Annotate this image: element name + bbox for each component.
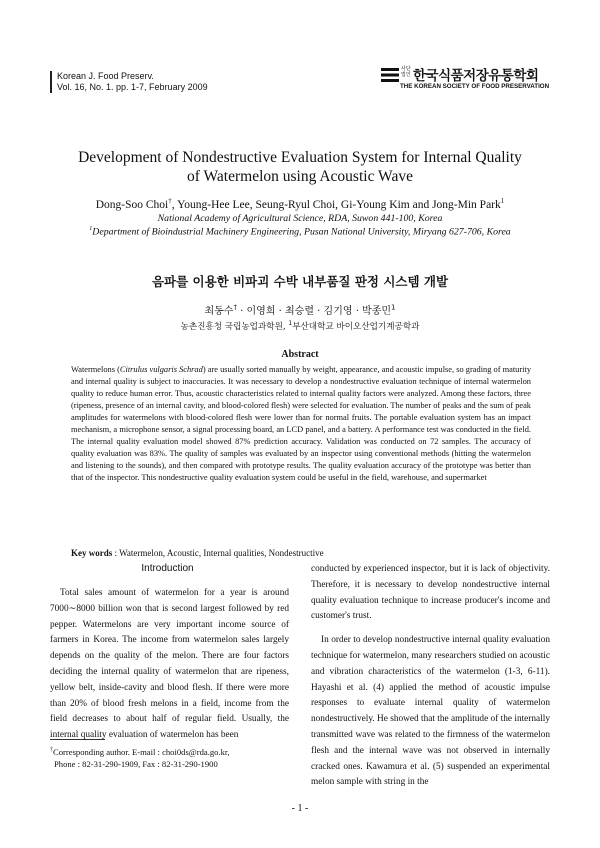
introduction-heading: Introduction [141,563,194,574]
keywords-text: Watermelon, Acoustic, Internal qualities, Nondestructive [119,548,324,558]
affiliation-2 [40,226,560,237]
corresponding-mark: † [168,197,172,205]
paper-title [40,148,560,186]
affiliation-1: National Academy of Agricultural Science, RDA, Suwon 441-100, Korea [157,213,443,224]
paper-title-line1: Development of Nondestructive Evaluation System for Internal Quality [78,149,522,166]
left-column [50,586,289,744]
society-logo [380,64,550,94]
journal-name: Korean J. Food Preserv. [57,71,154,81]
society-prefix: 사단 법인 [401,66,411,78]
footnote-mark: † [50,747,53,753]
footnote-divider [50,739,105,740]
korean-affiliation-mark: 1 [391,303,396,312]
affiliation-2-mark: 1 [89,226,93,232]
korean-affiliation-a: 농촌진흥청 국립농업과학원, [180,322,289,332]
abstract-heading: Abstract [281,349,319,360]
keywords-label: Key words [71,548,113,558]
society-name-english: THE KOREAN SOCIETY OF FOOD PRESERVATION [400,83,550,90]
keywords [71,548,531,558]
korean-affiliation-b: 부산대학교 바이오산업기계공학과 [292,322,420,332]
intro-paragraph-2: conducted by experienced inspector, but it is lack of objectivity. Therefore, it is necessary to develop nondestructive internal quality evaluation technique to increase producer's income and customer's trust. [311,564,550,622]
affiliation-mark: 1 [500,197,505,205]
korean-affiliations [40,320,560,332]
right-column [311,562,550,791]
korean-affiliation-mark-2: 1 [288,320,293,328]
paper-title-line2: of Watermelon using Acoustic Wave [187,168,413,185]
author-rest: , Young-Hee Lee, Seung-Ryul Choi, Gi-Young Kim and Jong-Min Park [171,198,501,211]
intro-paragraph-1: Total sales amount of watermelon for a year is around 7000∼8000 billion won that is second largest followed by red pepper. Watermelons are very important income source of farmers in Korea. The income from watermelon sales largely depends on the quality of the melon. There are four factors deciding the internal quality of watermelon that are ripeness, yellow belt, inside-cavity and blood flesh. If there were more than 20% of blood fresh melons in a field, income from the field decreases to about half of regular field. Usually, the internal quality evaluation of watermelon has been [50,588,289,741]
keywords-separator: : [112,548,120,558]
footnote-contact: Corresponding author. E-mail : choi0ds@rda.go.kr, [53,746,230,757]
society-emblem-icon [380,65,400,85]
abstract-text-rest: ) are usually sorted manually by weight, appearance, and acoustic impulse, so grading of maturity and internal quality is subject to inaccuracies. It was necessary to develop a nondestructive evaluation technique of internal watermelon quality to reduce human error. Thus, acoustic characteristics related to internal quality factors were analyzed. Among these factors, three (ripeness, presence of an internal cavity, and blood-colored flesh) were selected for evaluation. The number of peaks and the sum of peak amplitudes for watermelons with blood-colored flesh were lower than for normal fruits. The portable evaluation system has an impact mechanism, a microphone sensor, a signal processing board, an LCD panel, and a battery. A performance test was conducted in the field. The internal quality evaluation model showed 87% prediction accuracy. Validation was conducted on 72 samples. The accuracy of quality evaluation was 83%. The quality of samples was evaluated by an inspector using conventional methods (hitting the watermelon and listening to the sounds), and then compared with prototype results. The quality evaluation accuracy of the prototype was better than that of the inspector. This nondestructive quality evaluation system could be useful in the field, warehouse, and supermarket [71,365,532,483]
journal-citation [50,71,208,93]
journal-volume: Vol. 16, No. 1. pp. 1-7, February 2009 [57,82,208,92]
abstract-body [71,364,531,484]
page-number: - 1 - [291,803,309,814]
korean-author-rest: · 이영희 · 최승렬 · 김기영 · 박종민 [236,306,392,317]
author-first: Dong-Soo Choi [95,198,169,211]
author-list [40,197,560,211]
korean-title: 음파를 이용한 비파괴 수박 내부품질 판정 시스템 개발 [151,274,449,289]
footnote [50,744,230,771]
abstract-text-start: Watermelons ( [71,365,120,374]
footnote-line-1 [50,744,230,758]
korean-author-first: 최동수 [204,306,234,317]
species-name: Citrulus vulgaris Schrad [119,365,203,374]
society-name-korean: 한국식품저장유통학회 [413,68,539,84]
intro-paragraph-3: In order to develop nondestructive internal quality evaluation technique for watermelon, many researchers studied on acoustic and vibration characteristics of the watermelon (1-3, 6-11). Hayashi et al. (4) applied the method of acoustic impulse responses to evaluate internal quality of watermelon nondestructively. He showed that the amplitude of the internally transmitted wave was related to the firmness of the watermelon flesh and the internal wave was not observed in internally cracked ones. Kawamura et al. (5) suspended an experimental melon sample with string in the [311,635,550,788]
korean-corresponding-mark: † [233,303,237,312]
affiliation-2-text: Department of Bioindustrial Machinery Engineering, Pusan National University, Miryang 627-706, Korea [92,226,511,238]
footnote-line-2: Phone : 82-31-290-1909, Fax : 82-31-290-1900 [54,759,218,770]
korean-author-list [40,302,560,317]
